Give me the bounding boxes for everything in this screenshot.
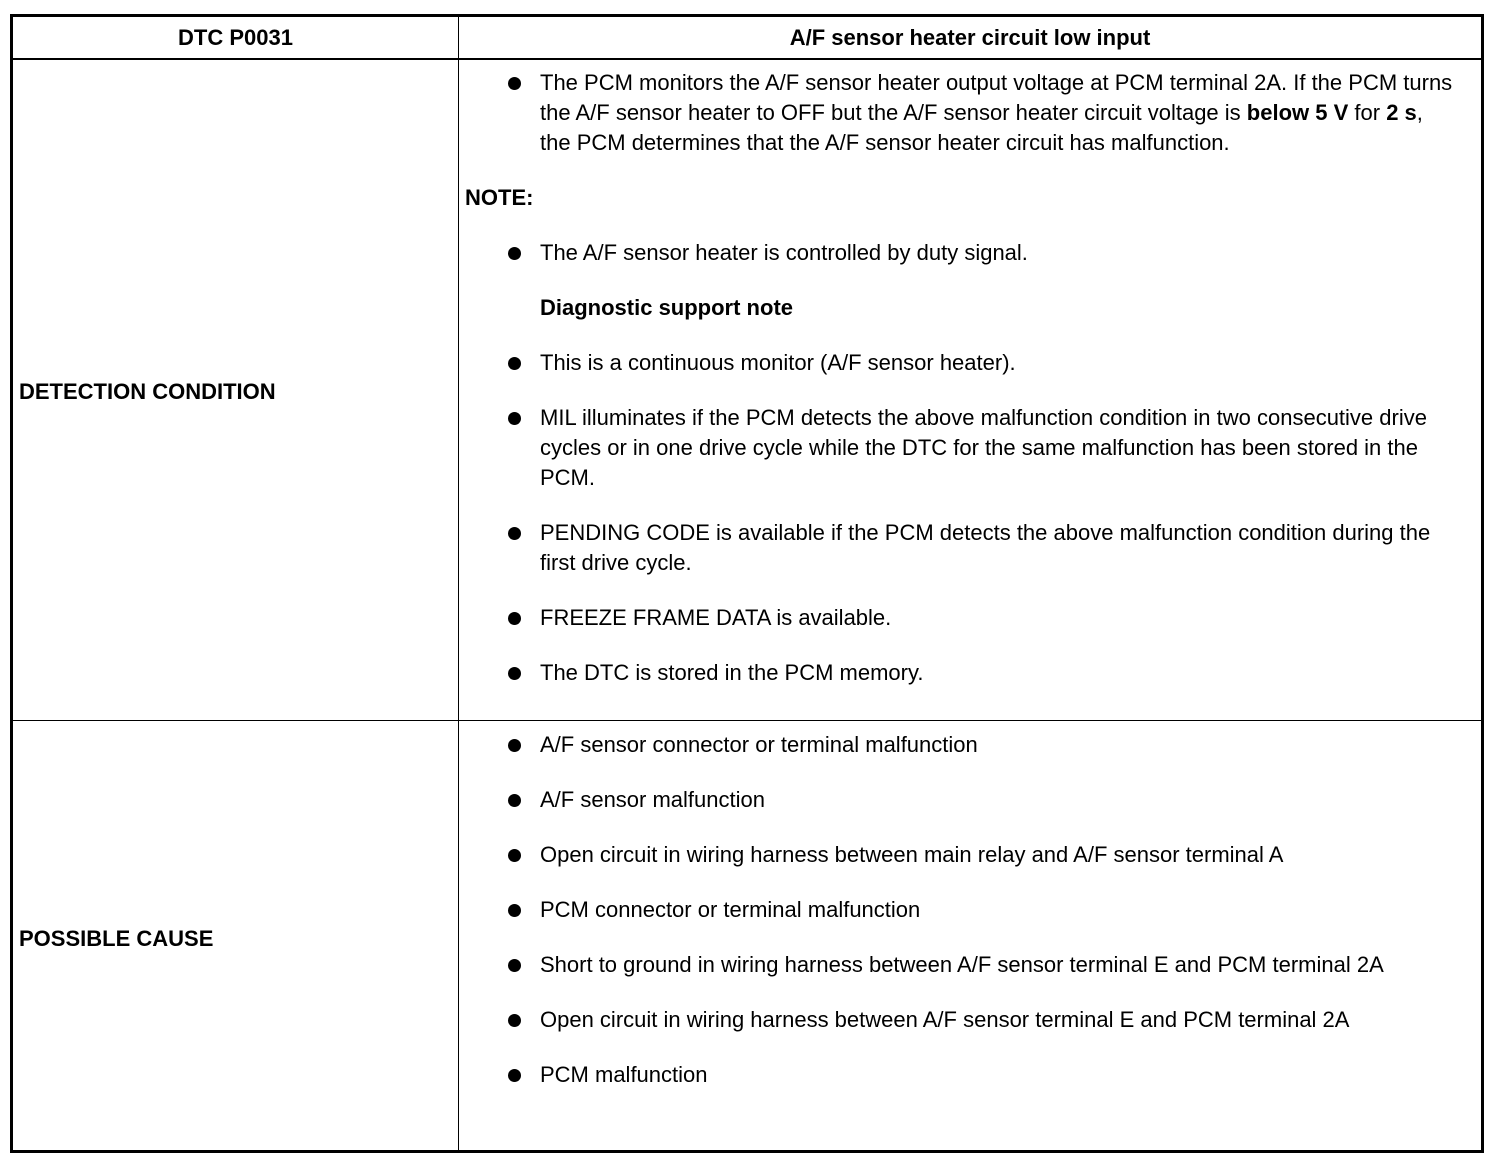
dtc-table	[10, 14, 1484, 1153]
list-item	[459, 603, 1481, 633]
bullet-icon	[508, 527, 521, 540]
note-text: The A/F sensor heater is controlled by duty signal.	[540, 240, 1028, 265]
possible-cause-content	[459, 730, 1481, 1115]
cause-text: Open circuit in wiring harness between main relay and A/F sensor terminal A	[540, 842, 1284, 867]
dtc-title-header: A/F sensor heater circuit low input	[789, 25, 1151, 50]
cause-text: A/F sensor connector or terminal malfunction	[540, 732, 978, 757]
support-text: MIL illuminates if the PCM detects the above malfunction condition in two consecutive drive cycles or in one drive cycle while the DTC for the same malfunction has been stored in the PCM.	[540, 405, 1427, 490]
list-item	[459, 950, 1481, 980]
bullet-icon	[508, 1069, 521, 1082]
bullet-icon	[508, 357, 521, 370]
bullet-icon	[508, 667, 521, 680]
cause-text: Open circuit in wiring harness between A/F sensor terminal E and PCM terminal 2A	[540, 1007, 1350, 1032]
list-item	[459, 658, 1481, 688]
support-heading: Diagnostic support note	[540, 295, 793, 320]
bullet-icon	[508, 794, 521, 807]
bullet-icon	[508, 739, 521, 752]
row-divider	[13, 720, 1481, 721]
bullet-icon	[508, 959, 521, 972]
list-item	[459, 840, 1481, 870]
support-text: FREEZE FRAME DATA is available.	[540, 605, 892, 630]
detection-text-part: for	[1348, 100, 1387, 125]
list-item	[459, 785, 1481, 815]
bullet-icon	[508, 1014, 521, 1027]
time-threshold: 2 s	[1386, 100, 1417, 125]
bullet-icon	[508, 849, 521, 862]
cause-text: PCM connector or terminal malfunction	[540, 897, 921, 922]
note-label: NOTE:	[465, 185, 534, 210]
list-item	[459, 403, 1481, 493]
bullet-icon	[508, 412, 521, 425]
detection-text-part: , the PCM determines that the A/F sensor heater circuit has malfunction.	[540, 100, 1423, 155]
list-item	[459, 895, 1481, 925]
support-text: PENDING CODE is available if the PCM detects the above malfunction condition during the first drive cycle.	[540, 520, 1431, 575]
cause-text: Short to ground in wiring harness between A/F sensor terminal E and PCM terminal 2A	[540, 952, 1384, 977]
dtc-code-header: DTC P0031	[178, 25, 293, 50]
bullet-icon	[508, 904, 521, 917]
list-item	[459, 1005, 1481, 1035]
list-item	[459, 348, 1481, 378]
detection-condition-label: DETECTION CONDITION	[19, 379, 276, 404]
bullet-icon	[508, 77, 521, 90]
bullet-icon	[508, 612, 521, 625]
cause-text: A/F sensor malfunction	[540, 787, 765, 812]
bullet-icon	[508, 247, 521, 260]
list-item	[459, 730, 1481, 760]
list-item	[459, 238, 1481, 268]
detection-text-part: The PCM monitors the A/F sensor heater output voltage at PCM terminal 2A. If the PCM turns the A/F sensor heater to OFF but the A/F sensor heater circuit voltage is	[540, 70, 1453, 125]
list-item	[459, 518, 1481, 578]
voltage-threshold: below 5 V	[1246, 100, 1349, 125]
list-item	[459, 68, 1481, 158]
detection-condition-content	[459, 68, 1481, 713]
possible-cause-label: POSSIBLE CAUSE	[19, 926, 214, 951]
cause-text: PCM malfunction	[540, 1062, 708, 1087]
support-text: The DTC is stored in the PCM memory.	[540, 660, 924, 685]
support-text: This is a continuous monitor (A/F sensor heater).	[540, 350, 1016, 375]
list-item	[459, 1060, 1481, 1090]
